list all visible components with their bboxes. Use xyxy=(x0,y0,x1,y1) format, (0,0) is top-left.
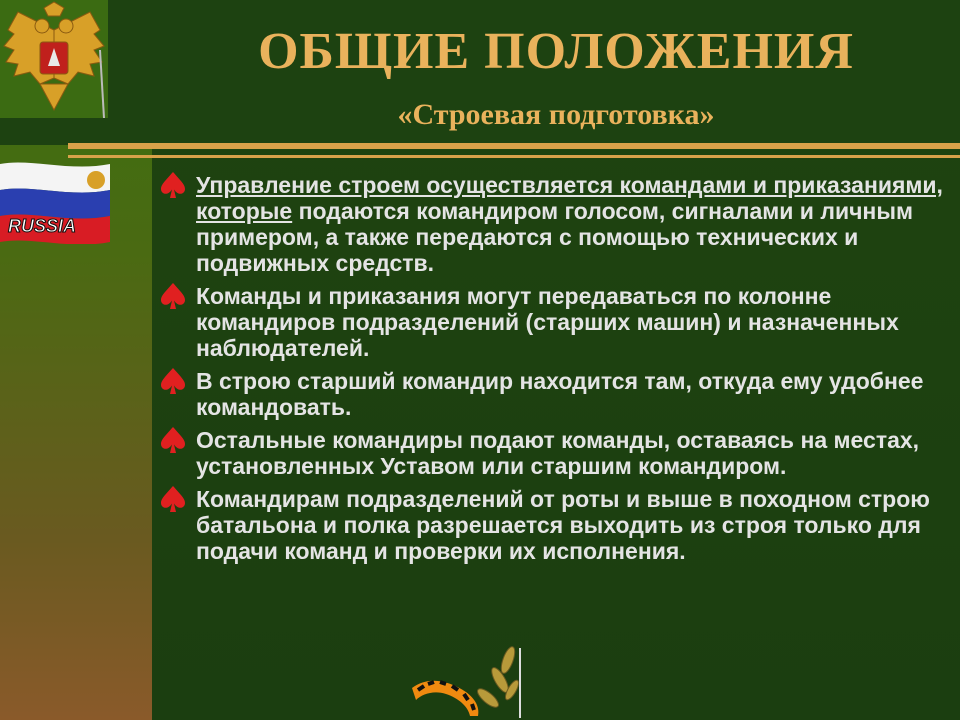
coat-of-arms-icon xyxy=(0,0,108,118)
bullet-text: В строю старший командир находится там, откуда ему удобнее командовать. xyxy=(196,368,924,420)
spade-icon xyxy=(160,425,186,455)
divider-line xyxy=(68,143,960,149)
bullet-text: Команды и приказания могут передаваться по колонне командиров подразделений (старших машин) и назначенных наблюдателей. xyxy=(196,283,899,361)
bullet-text-underlined: Управление строем осуществляется командами и приказаниями, которые xyxy=(196,172,943,224)
st-george-ribbon-icon xyxy=(408,640,528,720)
spade-icon xyxy=(160,484,186,514)
bullet-text: подаются командиром голосом, сигналами и личным примером, а также передаются с помощью технических и подвижных средств. xyxy=(196,198,913,276)
bullet-list xyxy=(158,172,948,571)
spade-icon xyxy=(160,366,186,396)
list-item xyxy=(158,486,948,564)
spade-icon xyxy=(160,170,186,200)
bullet-text: Командирам подразделений от роты и выше в походном строю батальона и полка разрешается выходить из строя только для подачи команд и проверки их исполнения. xyxy=(196,486,930,564)
divider-line-thin xyxy=(68,155,960,158)
list-item xyxy=(158,283,948,361)
bullet-text: Остальные командиры подают команды, оставаясь на местах, установленных Уставом или старшим командиром. xyxy=(196,427,920,479)
list-item xyxy=(158,368,948,420)
page-subtitle: «Строевая подготовка» xyxy=(397,98,715,131)
list-item xyxy=(158,427,948,479)
spade-icon xyxy=(160,281,186,311)
flag-label: RUSSIA xyxy=(8,216,77,236)
list-item xyxy=(158,172,948,276)
russia-flag-icon xyxy=(0,162,110,244)
page-title: ОБЩИЕ ПОЛОЖЕНИЯ xyxy=(258,23,854,80)
